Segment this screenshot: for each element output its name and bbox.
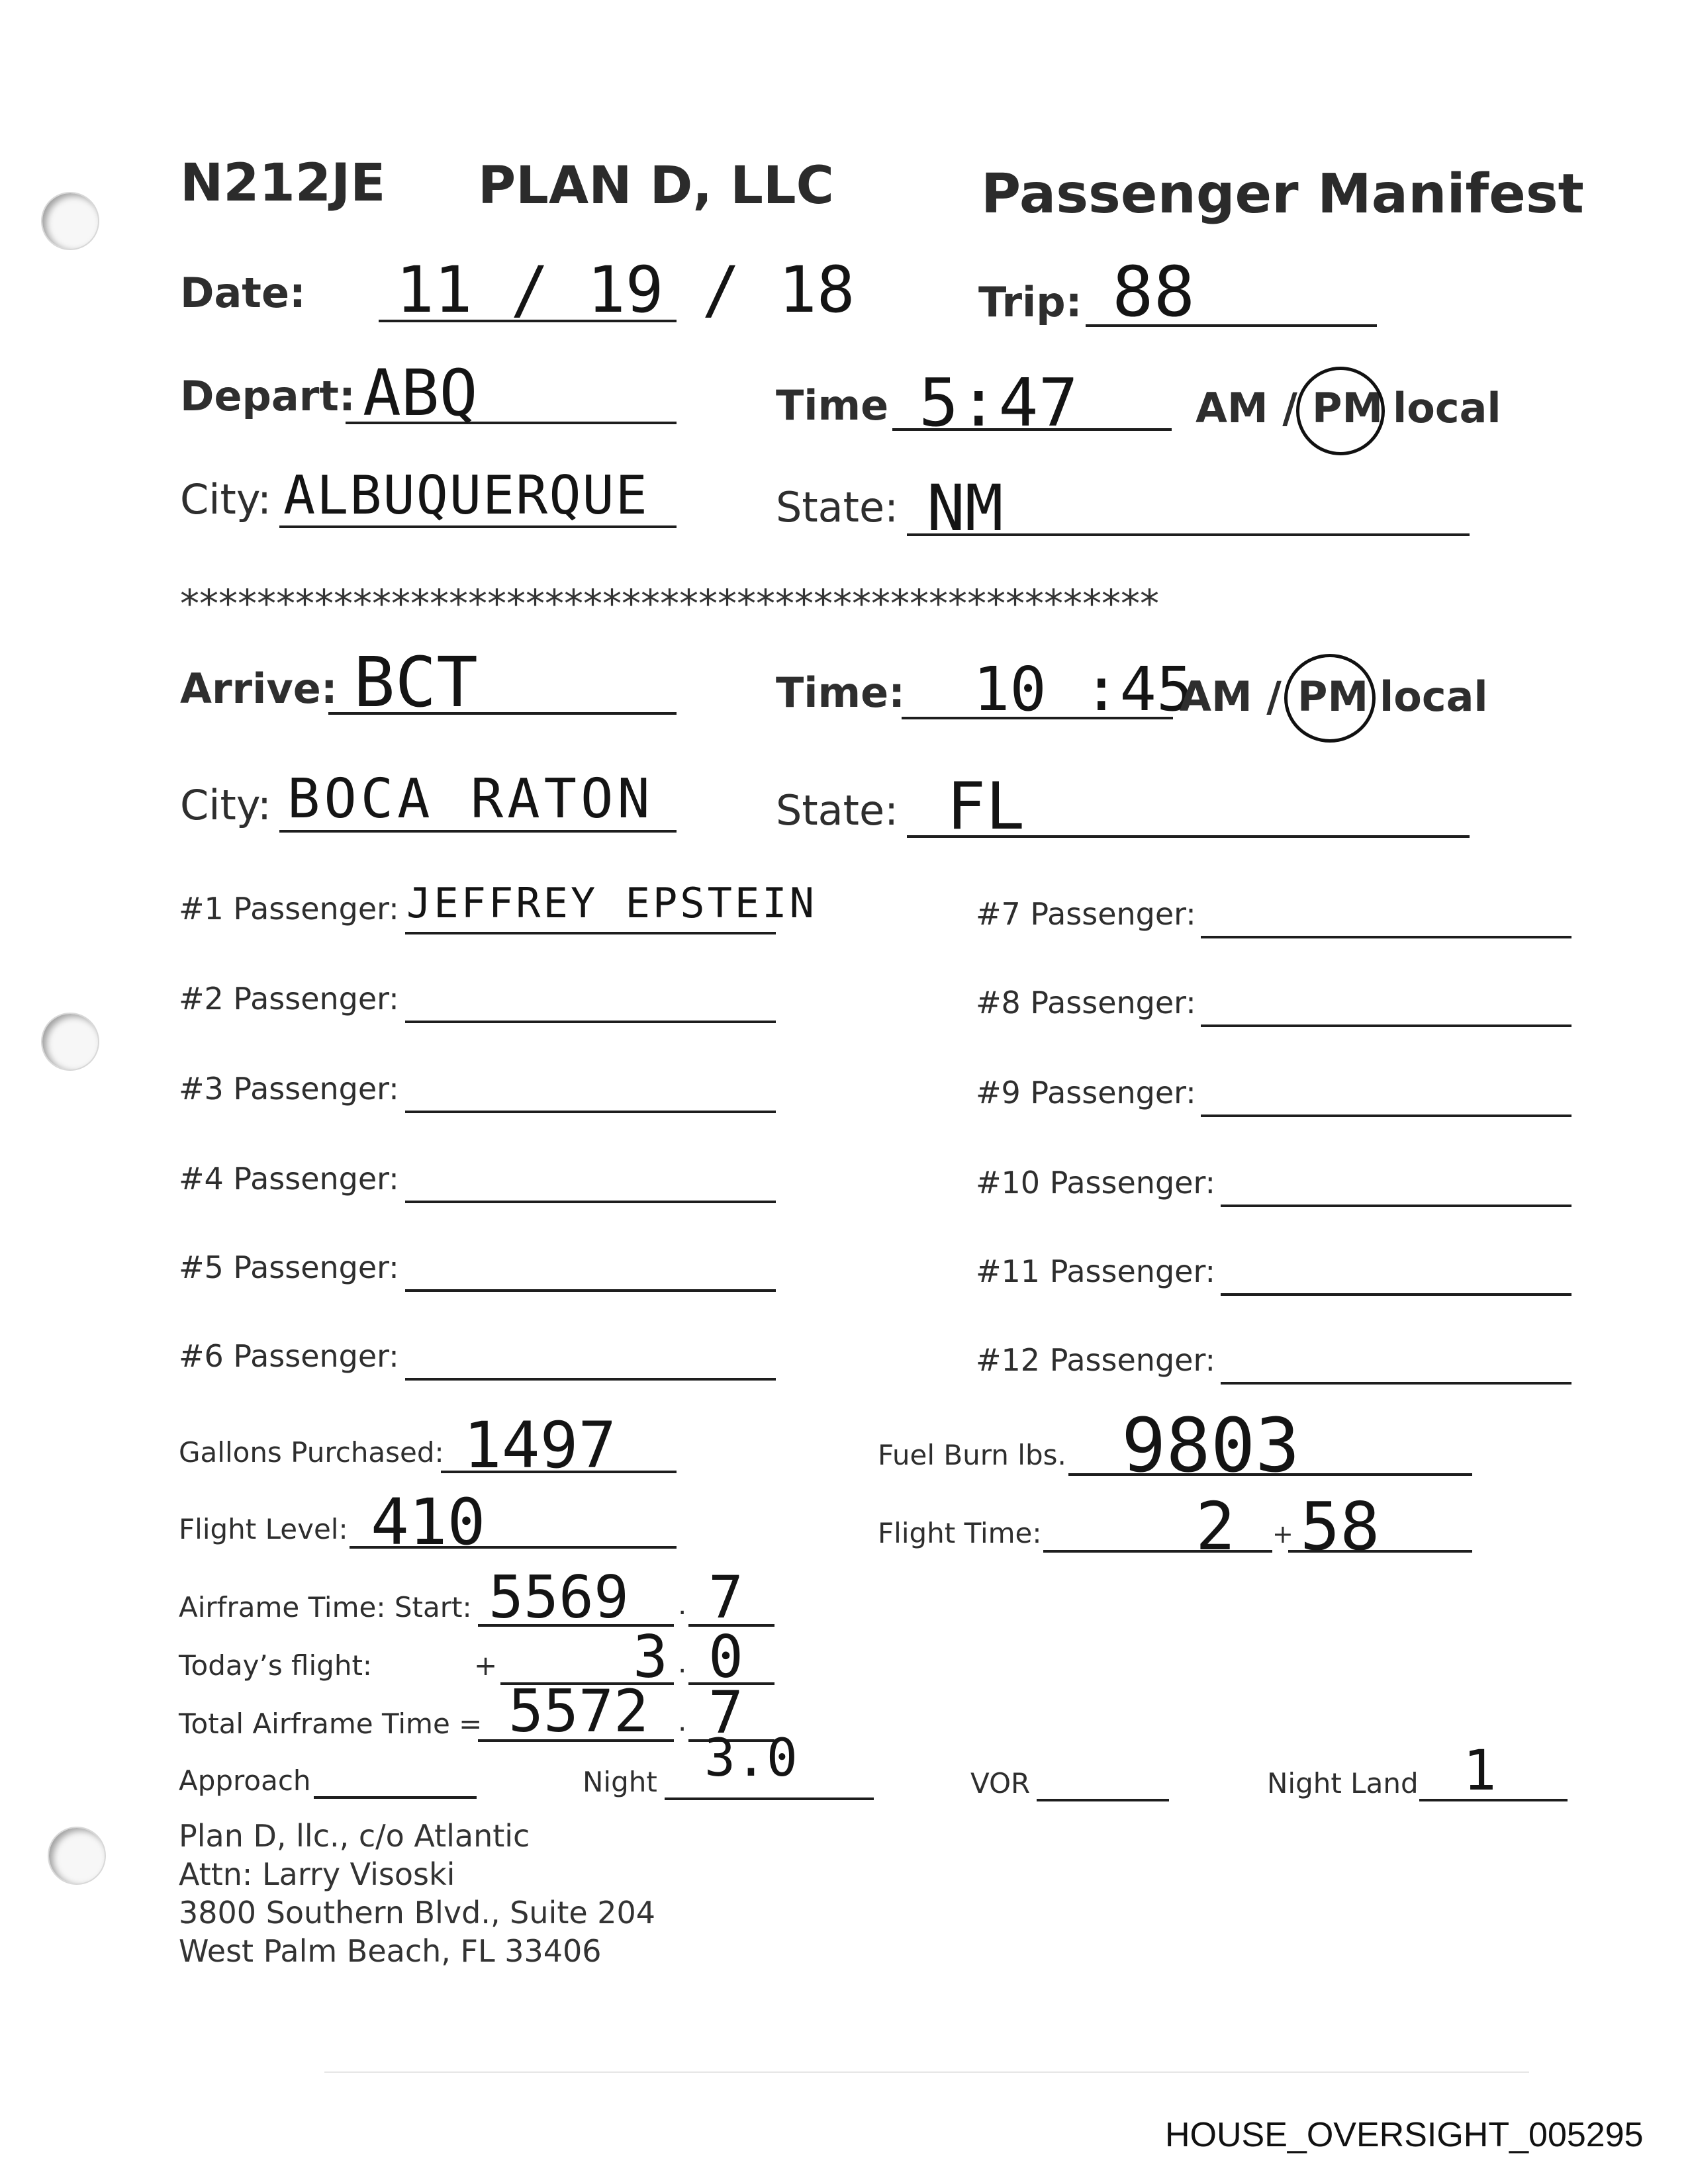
night-land-value: 1: [1463, 1738, 1497, 1803]
passenger-line: [405, 1021, 776, 1023]
company-name: PLAN D, LLC: [478, 156, 834, 216]
fuel-burn-value: 9803: [1121, 1403, 1300, 1489]
night-line: [665, 1797, 874, 1800]
depart-label: Depart:: [180, 372, 355, 420]
fuel-burn-label: Fuel Burn lbs.: [878, 1439, 1066, 1471]
depart-time-value: 5:47: [919, 364, 1078, 441]
total-airframe-tenths: 7: [708, 1678, 743, 1747]
depart-pm-label: PM: [1312, 384, 1383, 432]
passenger-label: #9 Passenger:: [976, 1075, 1196, 1111]
punch-hole-top: [41, 192, 99, 250]
tail-number: N212JE: [180, 154, 386, 213]
flight-time-plus: +: [1272, 1520, 1293, 1549]
arrive-local-label: local: [1380, 672, 1488, 721]
todays-flight-whole: 3: [633, 1623, 668, 1691]
depart-time-label: Time: [776, 381, 889, 430]
arrive-time-value: 10 :45: [973, 654, 1194, 725]
arrive-label: Arrive:: [180, 664, 338, 713]
todays-flight-dot: .: [678, 1647, 687, 1679]
todays-flight-label: Today’s flight:: [179, 1649, 373, 1682]
todays-flight-plus: +: [474, 1649, 498, 1682]
passenger-line: [1221, 1382, 1571, 1385]
night-value: 3.0: [704, 1729, 798, 1788]
depart-value: ABQ: [363, 356, 478, 430]
total-airframe-whole: 5572: [508, 1677, 649, 1745]
todays-flight-tenths: 0: [708, 1623, 743, 1691]
arrive-value: BCT: [353, 642, 478, 723]
separator-asterisks: ***************************************************: [180, 581, 1159, 626]
passenger-line: [1201, 1024, 1571, 1027]
passenger-line: [1201, 936, 1571, 938]
passenger-line: [405, 1289, 776, 1292]
night-label: Night: [583, 1766, 657, 1798]
passenger-line: [1221, 1293, 1571, 1296]
passenger-line: [405, 1201, 776, 1203]
arrive-state-label: State:: [776, 786, 899, 835]
date-value: 11 / 19 / 18: [396, 253, 855, 327]
flight-level-label: Flight Level:: [179, 1513, 348, 1545]
passenger-label: #12 Passenger:: [976, 1342, 1216, 1378]
flight-time-label: Flight Time:: [878, 1517, 1042, 1549]
passenger-label: #11 Passenger:: [976, 1253, 1216, 1289]
approach-line: [314, 1796, 477, 1799]
depart-city-value: ALBUQUERQUE: [283, 465, 649, 526]
pm-circle-mark-arrive: [1284, 654, 1376, 743]
arrive-pm-label: PM: [1297, 672, 1369, 721]
passenger-value: JEFFREY EPSTEIN: [406, 879, 817, 927]
page-title: Passenger Manifest: [981, 163, 1584, 226]
arrive-state-value: FL: [947, 769, 1025, 844]
total-airframe-label: Total Airframe Time =: [179, 1707, 483, 1740]
passenger-line: [405, 932, 776, 934]
passenger-line: [405, 1111, 776, 1113]
depart-state-label: State:: [776, 483, 899, 531]
passenger-label: #4 Passenger:: [179, 1161, 399, 1197]
vor-label: VOR: [970, 1767, 1031, 1799]
flight-time-hours-line: [1043, 1550, 1272, 1553]
passenger-line: [1221, 1205, 1571, 1207]
night-land-label: Night Land: [1267, 1767, 1419, 1799]
passenger-label: #10 Passenger:: [976, 1165, 1216, 1201]
scan-edge-line: [324, 2071, 1529, 2073]
address-line: 3800 Southern Blvd., Suite 204: [179, 1895, 656, 1931]
depart-ampm-label: AM /: [1196, 384, 1297, 432]
address-line: West Palm Beach, FL 33406: [179, 1933, 602, 1969]
airframe-start-dot: .: [678, 1588, 687, 1621]
flight-time-hours-value: 2: [1196, 1488, 1236, 1565]
address-line: Attn: Larry Visoski: [179, 1856, 455, 1892]
passenger-label: #3 Passenger:: [179, 1071, 399, 1107]
arrive-city-label: City:: [180, 781, 271, 829]
punch-hole-middle: [41, 1013, 99, 1071]
pm-circle-mark: [1296, 367, 1385, 455]
passenger-line: [405, 1378, 776, 1381]
depart-local-label: local: [1393, 384, 1501, 432]
airframe-start-whole: 5569: [489, 1563, 629, 1631]
passenger-label: #6 Passenger:: [179, 1338, 399, 1374]
passenger-label: #2 Passenger:: [179, 981, 399, 1017]
flight-time-minutes-value: 58: [1300, 1488, 1380, 1565]
depart-state-value: NM: [927, 471, 1004, 545]
airframe-start-label: Airframe Time: Start:: [179, 1591, 472, 1623]
passenger-line: [1201, 1115, 1571, 1117]
punch-hole-bottom: [48, 1827, 106, 1885]
passenger-label: #7 Passenger:: [976, 896, 1196, 932]
airframe-start-tenths: 7: [708, 1563, 743, 1631]
trip-value: 88: [1112, 251, 1196, 332]
gallons-label: Gallons Purchased:: [179, 1436, 444, 1469]
flight-level-value: 410: [371, 1485, 486, 1559]
arrive-time-label: Time:: [776, 668, 905, 717]
trip-label: Trip:: [978, 278, 1082, 326]
arrive-city-value: BOCA RATON: [287, 768, 654, 831]
gallons-value: 1497: [463, 1408, 617, 1482]
approach-label: Approach: [179, 1764, 311, 1797]
passenger-label: #8 Passenger:: [976, 985, 1196, 1021]
arrive-ampm-label: AM /: [1180, 672, 1282, 721]
address-line: Plan D, llc., c/o Atlantic: [179, 1818, 530, 1854]
vor-line: [1037, 1799, 1169, 1801]
passenger-label: #5 Passenger:: [179, 1250, 399, 1285]
passenger-label: #1 Passenger:: [179, 891, 399, 927]
bates-number: HOUSE_OVERSIGHT_005295: [1165, 2116, 1644, 2154]
total-airframe-dot: .: [678, 1705, 687, 1737]
date-label: Date:: [180, 269, 306, 317]
depart-city-label: City:: [180, 475, 271, 523]
